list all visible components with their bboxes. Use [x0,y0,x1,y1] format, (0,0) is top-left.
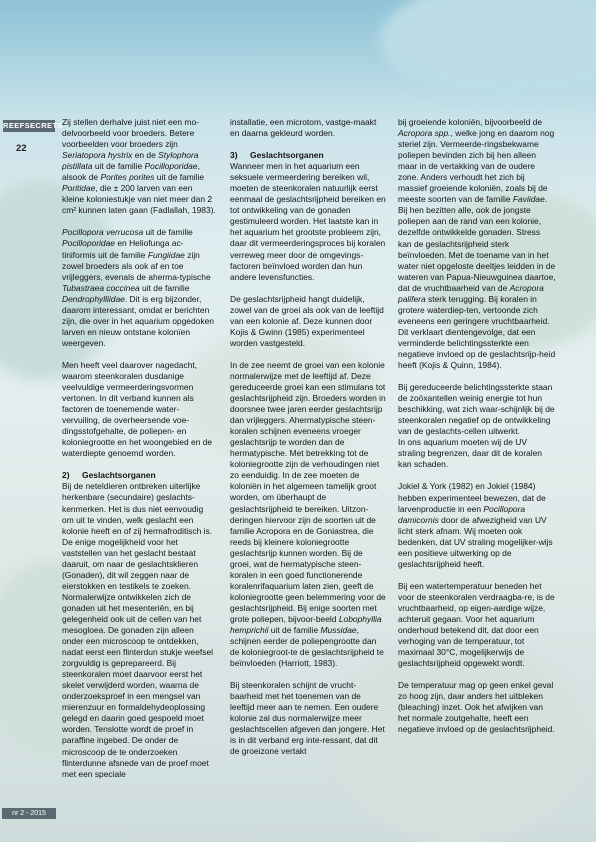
text-run: uit de familie [154,172,205,183]
text-run: en de [132,150,159,161]
species-name: Pocilloporidae [62,238,116,249]
body-paragraph [62,481,216,779]
species-name: Faviidae [512,194,545,205]
text-run: , die ± 200 larven van een kleine koloniestukje van niet meer dan 2 cm² kunnen laten gaan (Fadlallah, 1983). [62,183,216,216]
text-run: uit de familie [139,282,190,293]
text-run: sterk terugging. Bij koralen in grotere waterdiep-ten, vertoonde zich eveneens een geringere vruchtbaarheid. Dit verklaart dientengevolge, dat een verminderde belichtingssterkte een negatieve invloed op de geslachtsrijp-heid heeft (Kojis & Quinn, 1984). [398,293,556,371]
issue-label: nr 2 - 2015 [2,808,56,819]
body-paragraph [398,382,556,470]
text-run: , alsook de [62,161,200,183]
species-name: Porites porites [100,172,155,183]
species-name: Pocillopora verrucosa [62,227,144,238]
magazine-brand-label: REEFSECRETS [3,121,63,130]
text-column-2 [230,117,386,769]
text-run: Bij de neteldieren ontbreken uiterlijke herkenbare (secundaire) geslachts-kenmerken. Het is dus niet eenvoudig om uit te vinden, welk geslacht een kolonie heeft en of zij hermafroditisch is. De enige mogelijkheid voor het vaststellen van het geslacht bestaat daaruit, om naar de geslachtsklieren (Gonaden), dit wil zeggen naar de eierstokken en testikels te zoeken. Normalerwijze ontwikkelen zich de gonaden uit het mesenteriën, en bij gelegenheid ook uit de cellen van het mesogloea. De gonaden zijn alleen onder een microscoop te ontdekken, nadat eerst een flinterdun stukje weefsel zorgvuldig is geprepareerd. Bij steenkoralen moet daarvoor eerst het skelet verwijderd worden, waarna de onderzoeksproef in een mengsel van mierenzuur en formaldehydeoplossing gelegd en daarin goed gespoeld moet worden. Tenslotte wordt de proef in paraffine ingebed. De onder de microscoop de te onderzoeken flinterdunne afsnede van de proef moet met een speciale [62,481,214,779]
text-run: Jokiel & York (1982) en Jokiel (1984) hebben experimenteel bewezen, dat de larvenproductie in een [398,481,546,514]
text-run: en Heliofunga ac-tiniformis uit de familie [62,238,184,260]
text-run: Wanneer men in het aquarium een seksuele vermeerdering bereiken wil, moeten de steenkoralen natuurlijk eerst eenmaal de geslachtsrijpheid bereiken en tot ontwikkeling van de gonaden gestimuleerd worden. Het laatste kan in het aquarium het grootste probleem zijn, daar dit vermeerderingsproces bij koralen verreweg meer door de omgevings-factoren beïnvloed worden dan hun andere levensfuncties. [230,161,386,282]
text-run: In de zee neemt de groei van een kolonie normalerwijze met de leeftijd af. Deze gereduceerde groei kan een stimulans tot geslachtsrijpheid zijn. Broeders worden in doorsnee twee jaren eerder geslachtsrijp dan vrijleggers. Ahermatypische steen-koralen schijnen eveneens vroeger geslachtsrijp te worden dan de hermatypische. Met betrekking tot de koloniegrootte zijn de verhoudingen niet zo eenduidig. In de zee moeten de koloniën in het algemeen tamelijk groot worden, om überhaupt de geslachtsrijpheid te bereiken. Uitzon-deringen hiervoor zijn de soorten uit de familie Acropora en de Goniastrea, die reeds bij kleinere koloniegrootte geslachtsrijp kunnen worden. Bij de groei, wat de hermatypische steen-koralen in een goed functionerende koralenrifaquarium laten zien, geeft de koloniegrootte geen belemmering voor de geslachtsrijpheid. Bij enige soorten met grote poliepen, bijvoor-beeld [230,359,386,624]
text-run: uit de familie [92,161,145,172]
body-paragraph [62,360,216,459]
species-name: Seriatopora hystrix [62,150,133,161]
text-run: , schijnen eerder de poliepengrootte dan de koloniegroot-te de geslachtsrijpheid te beïnvloeden (Harriott, 1983). [230,625,384,669]
species-name: Dendrophylliidae [62,293,125,304]
body-paragraph [230,294,386,349]
species-name: Fungiidae [147,249,185,260]
text-column-1 [62,117,216,791]
text-column-3 [398,117,556,746]
section-heading [62,470,216,481]
species-name: Mussidae [320,625,357,636]
text-run: zijn zowel broeders als ook af en toe vrijleggers, evenals de aherma-typische [62,249,211,282]
text-run: uit de familie [268,625,321,636]
species-name: Pocilloporidae [144,161,198,172]
body-paragraph [230,680,386,757]
text-run: installatie, een microtom, vastge-maakt en daarna gekleurd worden. [230,117,377,139]
text-run: bij groeiende koloniën, bijvoorbeeld de [398,117,543,127]
body-paragraph [62,117,216,216]
text-run: uit de familie [143,227,193,238]
species-name: Lobophyllia hemprichii [230,613,382,636]
body-paragraph [398,481,556,569]
species-name: Tubastraea coccinea [62,282,140,293]
body-paragraph [230,117,386,139]
section-title: Geslachtsorganen [82,470,156,481]
section-title: Geslachtsorganen [250,150,324,161]
body-paragraph [230,161,386,283]
species-name: Pocillopora damicornis [398,503,526,525]
section-heading [230,150,386,161]
body-paragraph [398,680,556,735]
body-paragraph [398,117,556,371]
species-name: Acropora spp. [398,128,451,139]
text-run: door de afwezigheid van UV licht sterk afnam. Wij moeten ook bedenken, dat UV straling mogelijker-wijs een positieve uitwerking op de geslachtsrijpheid heeft. [398,514,553,569]
text-run: . Dit is erg bijzonder, daarom interessant, omdat er berichten zijn, die over in het aquarium opgedoken larven en nieuw ontstane kolonïen weergeven. [62,293,214,348]
text-run: De geslachtsrijpheid hangt duidelijk, zowel van de groei als ook van de leeftijd van een kolonie af. Deze kunnen door Kojis & Gwinn (1985) experimenteel worden vastgesteld. [230,293,384,348]
text-run: Bij een watertemperatuur beneden het voor de steenkoralen verdraagba-re, is de vruchtbaarheid, op eigen-aardige wijze, achteruit gegaan. Voor het aquarium onderhoud betekend dit, dat door een verhoging van de temperatuur, tot maximaal 30°C, mogelijkerwijs de geslachtsrijpheid opgewekt wordt. [398,580,555,669]
text-run: Bij gereduceerde belichtingssterkte staan de zoöxantellen weinig energie tot hun beschikking, wat zich waar-schijnlijk bij de steenkoralen negatief op de ontwikkeling van de geslachts-cellen uitwerkt. In ons aquarium moeten wij de UV straling begrenzen, daar dit de koralen kan schaden. [398,382,555,470]
text-run: Zij stellen derhalve juist niet een mo-delvoorbeeld voor broeders. Betere voorbeelden voor broeders zijn [62,117,199,150]
text-run: , welke jong en daarom nog steriel zijn. Vermeerde-ringsbekwame poliepen bevinden zich bij hen alleen maar in de vertakking van de oudere zone. Anders verhoudt het zich bij massief groeiende koloniën, zoals bij de meeste soorten van de familie [398,128,555,205]
page-margin [0,0,63,842]
species-name: Acropora palifera [398,282,544,304]
text-run: Bij steenkoralen schijnt de vrucht-baarheid met het toenemen van de leeftijd meer aan te nemen. Een oudere kolonie zal dus normalerwijze meer geslachtscellen afgeven dan jongere. Het is in dit verband erg inte-ressant, dat dit de groeizone vertakt [230,680,385,757]
species-name: Stylophora pistillata [62,150,199,172]
body-paragraph [62,227,216,349]
body-paragraph [230,360,386,669]
text-run: De temperatuur mag op geen enkel geval zo hoog zijn, daar anders het uitbleken (bleaching) inzet. Ook het afwijken van het normale zoutgehalte, heeft een negatieve invloed op de geslachtsrijpheid. [398,680,555,735]
section-number: 3) [230,150,238,161]
section-number: 2) [62,470,70,481]
body-paragraph [398,581,556,669]
page-number: 22 [16,143,27,154]
species-name: Poritidae [62,183,96,194]
text-run: . Bij hen bezitten alle, ook de jongste poliepen aan de rand van een kolonie, dezelfde ontwikkelde gonaden. Stress kan de geslachtsrijpheid sterk beïnvloeden. Met de toename van in het water niet opgeloste deeltjes leidden in de wateren van Papua-Nieuwguinea daartoe, dat de vruchtbaarheid van de [398,194,556,293]
text-run: Men heeft veel daarover nagedacht, waarom steenkoralen dusdanige veelvuldige vermeerderingsvormen vertonen. In dit verband kunnen als factoren de toenemende water-vervuiling, de overheersende voe-dingsstofgehalte, de poliepen- en koloniegrootte en het woongebied en de waterdiepte genoemd worden. [62,359,213,459]
